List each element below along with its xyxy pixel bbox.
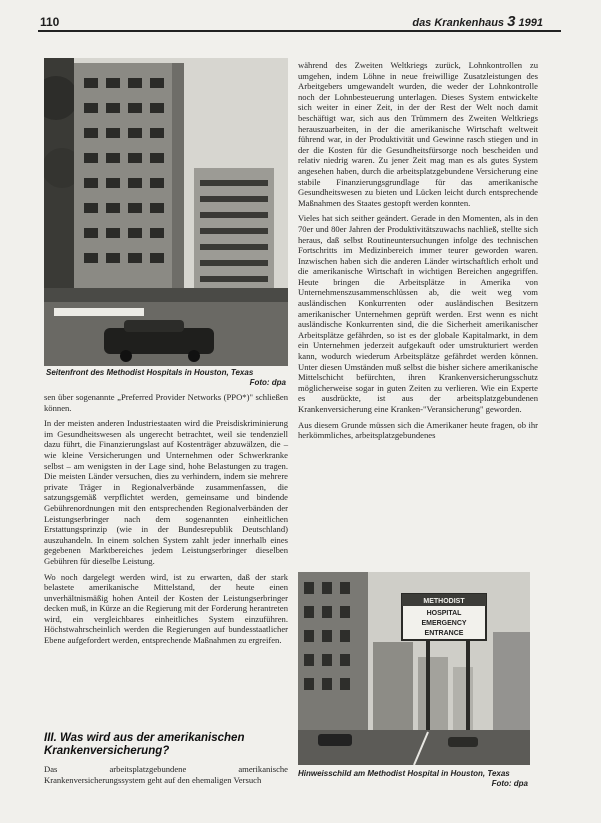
journal-title: [412, 13, 543, 30]
paragraph: Aus diesem Grunde müssen sich die Amerikaner heute fragen, ob ihr herkömmliches, arbeitsplatzgebundenes: [298, 419, 538, 441]
sign-line-3: EMERGENCY: [421, 620, 467, 627]
photo1-caption: [46, 368, 286, 388]
photo2-credit: Foto: dpa: [491, 779, 528, 788]
issue-number: 3: [507, 13, 516, 30]
paragraph: Vieles hat sich seither geändert. Gerade in den Momenten, als in den 70er und 80er Jahren der Produktivitätszuwachs nachließ, stellte sich heraus, daß selbst Routineuntersuchungen infolge des technischen Fortschritts im Medizinbereich immer teurer geworden waren. Inzwischen haben sich die anderen Länder wirtschaftlich erholt und die amerikanische Wirtschaft in wichtigen Bereichen angegriffen. Heute bringen die Arbeitsplätze in Amerika von Unternehmenszusammenschlüssen ab, die weit weg vom ausländischen Konkurrenten oder ausländischen Besitzern amerikanischer Unternehmen geprüft werden. Erst wenn es nicht ausländische Konkurrenten sind, die die Sicherheit amerikanischer Arbeitsplätze gefährden, so ist es der globale Kapitalmarkt, in dem ein Unternehmen jederzeit aufgekauft oder umstrukturiert werden kann, wodurch wiederum Arbeitsplätze gefährdet werden können. Unter diesen Umständen muß selbst die bisher sichere amerikanische Mittelschicht befürchten, ihren Krankenversicherungsschutz möglicherweise sogar in guten Zeiten zu verlieren. Wie ein Experte es ausdrückte, ist aus der arbeitsplatzgebundenen Krankenversicherung eine Kranken-"Veransicherung" geworden.: [298, 213, 538, 414]
paragraph: Das arbeitsplatzgebundene amerikanische Krankenversicherungssystem geht auf den ehemaligen Versuch: [44, 764, 288, 785]
header-rule: [38, 30, 561, 32]
photo1-caption-text: Seitenfront des Methodist Hospitals in Houston, Texas: [46, 368, 254, 377]
paragraph: Wo noch dargelegt werden wird, ist zu erwarten, daß der stark belastete amerikanische Mittelstand, der heute einen unverhältnismäßig hohen Anteil der Kosten der Leistungserbringer decken muß, in Kürze an die Regierung mit der Forderung herantreten wird, ein vergleichbares einheitliches System einzuführen. Höchstwahrscheinlich werden die Regierungen auf bundesstaatlicher Ebene aufgefordert werden, entsprechende Maßnahmen zu ergreifen.: [44, 571, 288, 646]
section-heading: III. Was wird aus der amerikanischen Krankenversicherung?: [44, 732, 245, 757]
emergency-sign-photo: [298, 572, 530, 765]
paragraph: während des Zweiten Weltkriegs zurück, Lohnkontrollen zu umgehen, indem Löhne in neue freiwillige Zusatzleistungen des Arbeitgebers umgewandelt wurden, die weder der Lohnkontrolle noch der Lohnbesteuerung unterlagen. Dieses System entwickelte sich weiter in einer Zeit, in der der Rest der Welt noch damit beschäftigt war, sich aus den Trümmern des Zweiten Weltkriegs herauszuarbeiten, in der die amerikanische Wirtschaft weltweit führend war, in der Produktivität und Gewinne rasch stiegen und in der die Kosten für die Gesundheitsfürsorge noch bescheiden und relativ niedrig waren. Zu jener Zeit mag man es als gutes System angesehen haben, durch die arbeitsplatzgebundene Versicherung eine stabile Finanzierungsgrundlage für das amerikanische Gesundheitswesen zu bieten und Lücken leicht durch entsprechende Maßnahmen des Staates gestopft werden konnten.: [298, 60, 538, 208]
paragraph: In der meisten anderen Industriestaaten wird die Preisdiskriminierung im Gesundheitswesen als ungerecht betrachtet, weil sie tendenziell dazu führt, die Finanzierungslast auf Kostenträger abzuwälzen, die – wie kleine Versicherungen und Unternehmen oder Schwerkranke selbst – am wenigsten in der Lage sind, hohe Belastungen zu tragen. Die meisten Länder versuchen, dies zu verhindern, indem sie mehrere private Träger in Regionalverbände zusammenfassen, die satzungsgemäß verpflichtet werden, gemeinsame und bindende Gebührenordnungen mit den entsprechenden Regionalverbänden der Leistungserbringer nach dem sogenannten einheitlichen Erstattungsprinzip (wie in der Bundesrepublik Deutschland) auszuhandeln. In einem solchen System zahlt jeder innerhalb eines gegebenen Marktbereiches jedem Leistungserbringer dieselben Gebühren für dieselbe Leistung.: [44, 418, 288, 566]
issue-year: 1991: [518, 17, 543, 29]
photo2-caption: [298, 769, 528, 789]
sign-line-2: HOSPITAL: [426, 610, 462, 617]
photo2-caption-text: Hinweisschild am Methodist Hospital in Houston, Texas: [298, 769, 510, 778]
journal-name: das Krankenhaus: [412, 17, 505, 29]
photo1-credit: Foto: dpa: [249, 378, 286, 387]
sign-line-4: ENTRANCE: [424, 630, 464, 637]
page-number: 110: [40, 15, 60, 29]
hospital-facade-illustration: [44, 58, 288, 366]
hospital-facade-photo: [44, 58, 288, 366]
sign-line-1: METHODIST: [423, 598, 465, 605]
left-column-body-continued: [44, 764, 288, 790]
emergency-sign-illustration: [298, 572, 530, 765]
right-column-body: [298, 60, 538, 446]
left-column-body: [44, 392, 288, 651]
paragraph: sen über sogenannte „Preferred Provider Networks (PPO*)" schließen können.: [44, 392, 288, 413]
